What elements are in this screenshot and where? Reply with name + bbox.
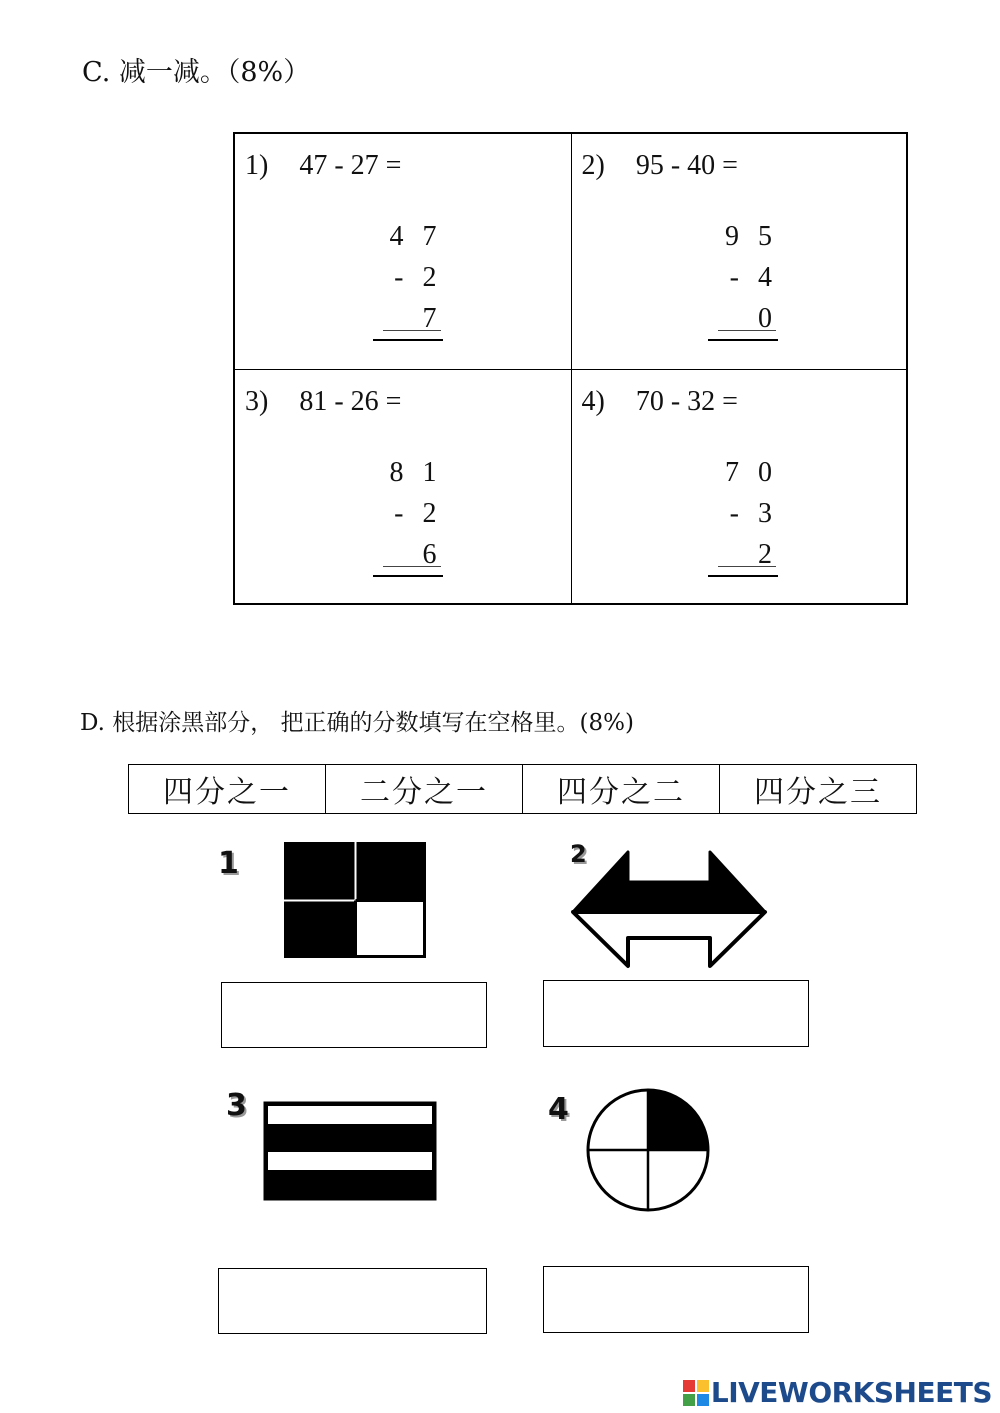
vertical-subtraction	[708, 216, 778, 341]
figure-number-1: 1	[218, 846, 239, 881]
subtrahend: - 2 6	[373, 493, 443, 577]
liveworksheets-logo-icon	[683, 1380, 709, 1406]
option-one-half: 二分之一	[325, 765, 522, 813]
liveworksheets-logo[interactable]	[683, 1376, 992, 1409]
answer-box-4[interactable]	[543, 1266, 809, 1333]
vertical-subtraction	[373, 216, 443, 341]
answer-box-3[interactable]	[218, 1268, 487, 1334]
vertical-subtraction	[708, 452, 778, 577]
subtrahend: - 3 2	[708, 493, 778, 577]
problem-number: 1)	[245, 150, 269, 181]
square-grid-three-quarters-icon	[284, 842, 426, 958]
minuend: 9 5	[725, 221, 778, 252]
problem-equation: 47 - 27 =	[299, 150, 402, 181]
figure-number-3: 3	[226, 1088, 247, 1123]
option-two-quarters: 四分之二	[522, 765, 719, 813]
subtrahend: - 4 0	[708, 257, 778, 341]
answer-box-1[interactable]	[221, 982, 487, 1048]
problem-number: 4)	[581, 385, 605, 417]
problem-cell-2	[571, 134, 907, 369]
figure-number-4: 4	[548, 1092, 569, 1127]
subtrahend: - 2 7	[373, 257, 443, 341]
answer-line[interactable]	[383, 330, 441, 331]
problem-equation: 95 - 40 =	[635, 150, 738, 181]
section-c-title: C. 减一减。（8%）	[82, 57, 311, 88]
minuend: 8 1	[389, 456, 443, 488]
answer-box-2[interactable]	[543, 980, 809, 1047]
vertical-subtraction	[373, 452, 443, 577]
problem-number: 2)	[581, 150, 605, 181]
problem-equation: 70 - 32 =	[635, 385, 738, 417]
problem-equation: 81 - 26 =	[299, 385, 402, 417]
problem-cell-4	[571, 369, 907, 604]
option-one-quarter: 四分之一	[163, 775, 291, 810]
subtraction-grid	[233, 132, 908, 605]
double-arrow-icon	[570, 850, 768, 970]
logo-text: LIVEWORKSHEETS	[710, 1376, 992, 1409]
problem-cell-3	[235, 369, 571, 604]
answer-line[interactable]	[383, 566, 441, 567]
answer-line[interactable]	[718, 566, 776, 567]
minuend: 7 0	[725, 456, 778, 488]
circle-quarter-icon	[584, 1088, 712, 1212]
striped-rectangle-icon	[262, 1100, 438, 1202]
answer-line[interactable]	[718, 330, 776, 331]
minuend: 4 7	[389, 221, 443, 252]
problem-cell-1	[235, 134, 571, 369]
section-d-title: D. 根据涂黑部分， 把正确的分数填写在空格里。(8%)	[80, 710, 634, 736]
figure-number-2: 2	[570, 840, 587, 868]
option-three-quarters: 四分之三	[719, 765, 916, 813]
fraction-options-table	[128, 764, 917, 814]
problem-number: 3)	[245, 385, 269, 417]
